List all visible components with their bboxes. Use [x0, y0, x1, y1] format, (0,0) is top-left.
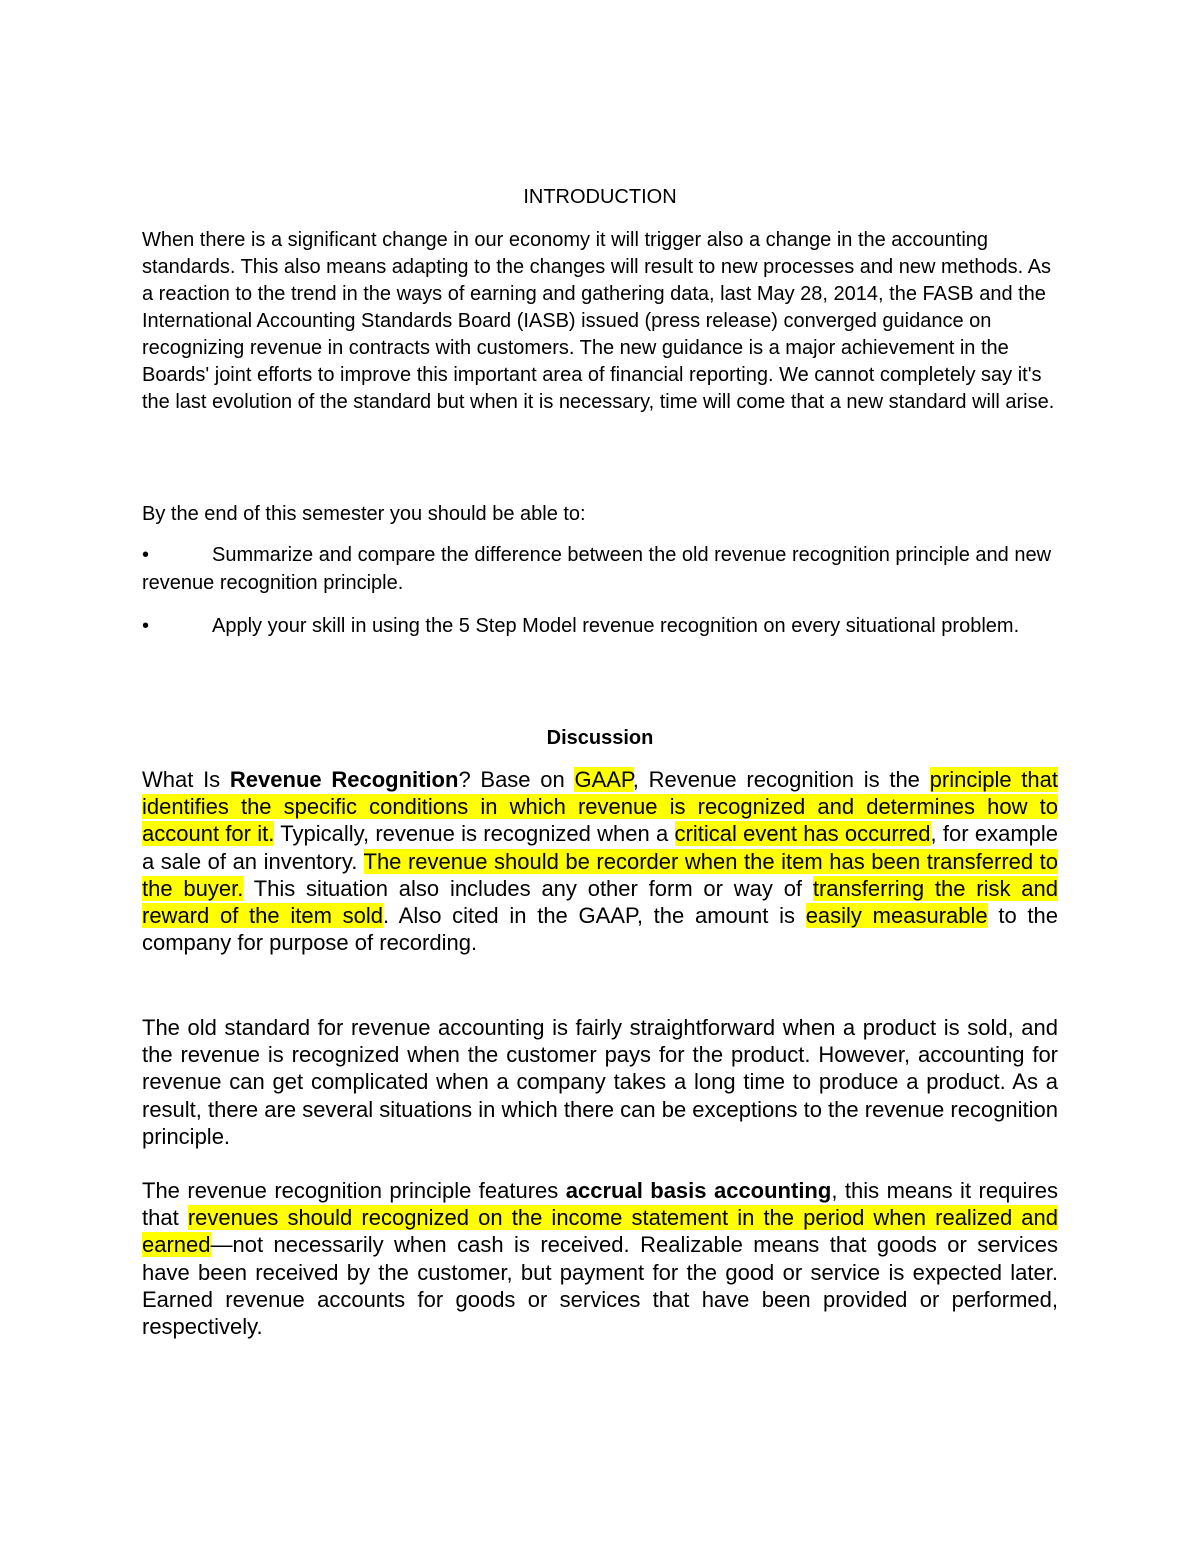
objective-text: Summarize and compare the difference between the old revenue recognition principle and new revenue recognition principle. — [142, 544, 1052, 594]
highlighted-text: GAAP — [574, 767, 633, 792]
text-run: , Revenue recognition is the — [632, 767, 930, 792]
text-run: , for example a sale of an inventory. — [142, 821, 1058, 874]
objective-text: Apply your skill in using the 5 Step Model revenue recognition on every situational problem. — [212, 615, 1020, 637]
highlighted-text: The revenue should be recorder when the item has been transferred to the buyer. — [142, 848, 1059, 901]
text-run: The revenue recognition principle features — [142, 1178, 566, 1203]
discussion-paragraph-definition — [142, 766, 1058, 956]
discussion-heading: Discussion — [546, 727, 654, 749]
highlighted-text: easily measurable — [805, 903, 988, 929]
text-run: to the company for purpose of recording. — [142, 903, 1059, 956]
bold-term: Revenue Recognition — [229, 767, 459, 792]
highlighted-text: revenues should recognized on the income statement in the period when realized and earned — [142, 1205, 1059, 1258]
text-run: What Is — [142, 767, 230, 792]
text-run: . Also cited in the GAAP, the amount is — [383, 903, 806, 929]
discussion-paragraph-old-standard: The old standard for revenue accounting is fairly straightforward when a product is sold, and the revenue is recognized when the customer pays for the product. However, accounting for revenue can get complicated when a company takes a long time to produce a product. As a result, there are several situations in which there can be exceptions to the revenue recognition principle. — [142, 1015, 1058, 1149]
highlighted-text: principle that identifies the specific conditions in which revenue is recognized and determines how to account for it. — [142, 767, 1059, 847]
objectives-lead: By the end of this semester you should be able to: — [142, 503, 586, 525]
text-run: —not necessarily when cash is received. Realizable means that goods or services have been received by the customer, but payment for the good or service is expected later. Earned revenue accounts for goods or services that have been provided or performed, respectively. — [142, 1232, 1058, 1340]
text-run: , this means it requires that — [142, 1178, 1058, 1231]
highlighted-text: critical event has occurred — [674, 821, 931, 847]
bullet-icon: • — [142, 615, 150, 637]
text-run: This situation also includes any other form or way of — [243, 875, 813, 901]
bold-term: accrual basis accounting — [565, 1178, 832, 1203]
text-run: ? Base on — [458, 767, 575, 792]
highlighted-text: transferring the risk and reward of the item sold — [142, 875, 1058, 929]
introduction-heading: INTRODUCTION — [523, 186, 677, 208]
text-run: Typically, revenue is recognized when a — [274, 821, 675, 847]
objective-item — [142, 612, 1058, 640]
discussion-paragraph-accrual — [142, 1177, 1058, 1340]
objective-item — [142, 541, 1058, 597]
introduction-paragraph: When there is a significant change in our economy it will trigger also a change in the accounting standards. This also means adapting to the changes will result to new processes and new methods. As a reaction to the trend in the ways of earning and gathering data, last May 28, 2014, the FASB and the International Accounting Standards Board (IASB) issued (press release) converged guidance on recognizing revenue in contracts with customers. The new guidance is a major achievement in the Boards' joint efforts to improve this important area of financial reporting. We cannot completely say it's the last evolution of the standard but when it is necessary, time will come that a new standard will arise. — [142, 229, 1055, 413]
bullet-icon: • — [142, 544, 150, 566]
